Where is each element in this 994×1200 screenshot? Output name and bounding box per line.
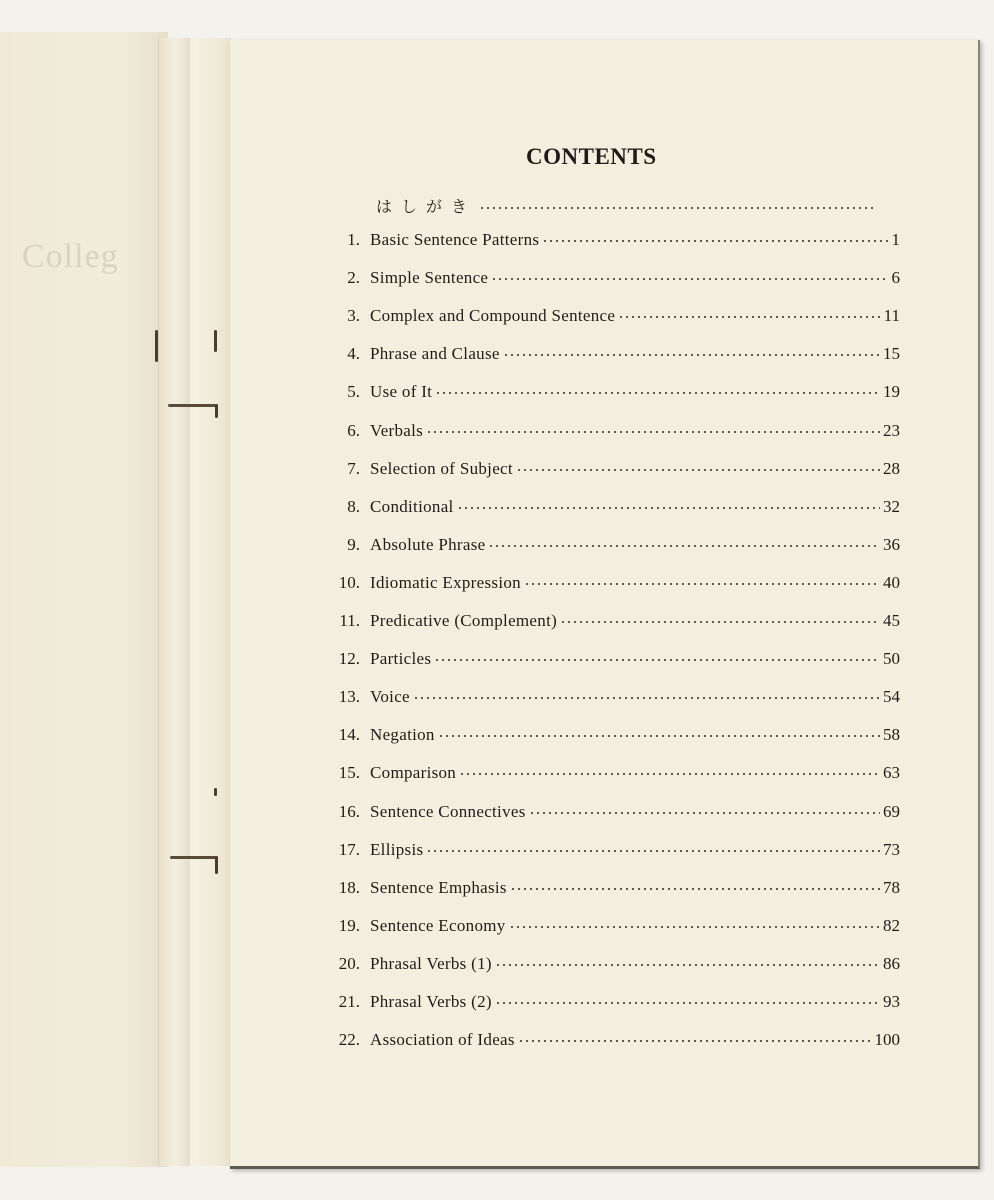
toc-dot-leader bbox=[426, 849, 880, 853]
toc-dot-leader bbox=[495, 963, 880, 967]
toc-entry-number: 16. bbox=[338, 802, 360, 821]
toc-entry-number: 19. bbox=[338, 916, 360, 935]
toc-entry-label: Simple Sentence bbox=[370, 268, 489, 287]
toc-entry-page-number: 73 bbox=[883, 840, 900, 859]
toc-dot-leader bbox=[618, 315, 880, 319]
toc-entry-row bbox=[318, 497, 900, 525]
toc-entry-row bbox=[318, 992, 900, 1020]
toc-entry-row bbox=[318, 954, 900, 982]
toc-entry-label: Use of It bbox=[370, 382, 433, 401]
toc-entry-page-number: 69 bbox=[883, 802, 900, 821]
toc-entry-number: 6. bbox=[347, 421, 360, 440]
toc-dot-leader bbox=[459, 772, 880, 776]
toc-entry-row bbox=[318, 916, 900, 944]
toc-dot-leader bbox=[491, 277, 888, 281]
toc-dot-leader bbox=[516, 468, 880, 472]
toc-entry-row bbox=[318, 725, 900, 753]
toc-entry-page-number: 50 bbox=[883, 649, 900, 668]
toc-entry-number: 5. bbox=[347, 382, 360, 401]
toc-entry-row bbox=[318, 802, 900, 830]
toc-entry-label: Verbals bbox=[370, 421, 424, 440]
toc-entry-row bbox=[318, 573, 900, 601]
toc-entry-page-number: 1 bbox=[891, 230, 900, 249]
toc-entry-number: 15. bbox=[338, 763, 360, 782]
toc-entry-page-number: 40 bbox=[883, 573, 900, 592]
toc-entry-label: Complex and Compound Sentence bbox=[370, 306, 616, 325]
toc-entry-label: Phrasal Verbs (1) bbox=[370, 954, 492, 973]
toc-entry-row bbox=[318, 763, 900, 791]
toc-entry-row bbox=[318, 459, 900, 487]
toc-entry-page-number: 45 bbox=[883, 611, 900, 630]
toc-dot-leader bbox=[503, 353, 880, 357]
toc-dot-leader bbox=[426, 430, 880, 434]
toc-entry-label: Association of Ideas bbox=[370, 1030, 515, 1049]
toc-dot-leader bbox=[488, 544, 880, 548]
toc-entry-label: Comparison bbox=[370, 763, 457, 782]
toc-entry-row bbox=[318, 421, 900, 449]
toc-entry-row bbox=[318, 306, 900, 334]
toc-entry-label: Negation bbox=[370, 725, 435, 744]
toc-entry-page-number: 93 bbox=[883, 992, 900, 1011]
toc-entry-page-number: 19 bbox=[883, 382, 900, 401]
toc-entry-row bbox=[318, 268, 900, 296]
toc-entry-number: 3. bbox=[347, 306, 360, 325]
toc-entry-label: Conditional bbox=[370, 497, 454, 516]
toc-entry-page-number: 23 bbox=[883, 421, 900, 440]
toc-entry-number: 20. bbox=[338, 954, 360, 973]
toc-entry-row bbox=[318, 230, 900, 258]
toc-entry-label: Absolute Phrase bbox=[370, 535, 486, 554]
toc-dot-leader bbox=[518, 1039, 872, 1043]
toc-entry-page-number: 63 bbox=[883, 763, 900, 782]
toc-dot-leader bbox=[529, 811, 880, 815]
toc-entry-page-number: 86 bbox=[883, 954, 900, 973]
toc-entry-page-number: 82 bbox=[883, 916, 900, 935]
toc-entry-label: Sentence Emphasis bbox=[370, 878, 507, 897]
toc-entry-number: 1. bbox=[347, 230, 360, 249]
toc-entry-page-number: 28 bbox=[883, 459, 900, 478]
toc-preface-label: はしがき bbox=[376, 199, 477, 216]
toc-entry-number: 2. bbox=[347, 268, 360, 287]
toc-dot-leader bbox=[438, 734, 880, 738]
toc-entry-label: Selection of Subject bbox=[370, 459, 513, 478]
toc-dot-leader bbox=[542, 239, 888, 243]
toc-entry-row bbox=[318, 611, 900, 639]
toc-entry-row bbox=[318, 344, 900, 372]
toc-entry-number: 8. bbox=[347, 497, 360, 516]
toc-entry-number: 9. bbox=[347, 535, 360, 554]
left-page-partial-title: Colleg bbox=[22, 238, 119, 275]
toc-entry-page-number: 11 bbox=[883, 306, 900, 325]
toc-entry-number: 10. bbox=[338, 573, 360, 592]
toc-dot-leader bbox=[509, 925, 880, 929]
toc-entry-page-number: 6 bbox=[891, 268, 900, 287]
toc-dot-leader bbox=[413, 696, 880, 700]
toc-entry-row bbox=[318, 878, 900, 906]
toc-entry-label: Predicative (Complement) bbox=[370, 611, 558, 630]
toc-entry-row bbox=[318, 382, 900, 410]
toc-entry-page-number: 54 bbox=[883, 687, 900, 706]
toc-dot-leader bbox=[560, 620, 880, 624]
toc-dot-leader bbox=[495, 1001, 880, 1005]
toc-dot-leader bbox=[435, 391, 880, 395]
toc-entry-row bbox=[318, 840, 900, 868]
toc-entry-page-number: 78 bbox=[883, 878, 900, 897]
toc-entry-number: 18. bbox=[338, 878, 360, 897]
toc-entry-number: 11. bbox=[339, 611, 360, 630]
toc-entry-page-number: 58 bbox=[883, 725, 900, 744]
toc-entry-number: 14. bbox=[338, 725, 360, 744]
toc-entry-page-number: 100 bbox=[874, 1030, 900, 1049]
toc-entry-label: Sentence Connectives bbox=[370, 802, 526, 821]
toc-entry-row bbox=[318, 687, 900, 715]
toc-entry-label: Sentence Economy bbox=[370, 916, 506, 935]
toc-entry-number: 4. bbox=[347, 344, 360, 363]
toc-entry-row bbox=[318, 535, 900, 563]
toc-dot-leader bbox=[434, 658, 880, 662]
toc-entry-label: Phrasal Verbs (2) bbox=[370, 992, 492, 1011]
page-title: CONTENTS bbox=[526, 144, 657, 169]
toc-entry-label: Particles bbox=[370, 649, 432, 668]
toc-entry-number: 22. bbox=[338, 1030, 360, 1049]
toc-entry-number: 17. bbox=[338, 840, 360, 859]
toc-entry-label: Idiomatic Expression bbox=[370, 573, 521, 592]
toc-entry-number: 7. bbox=[347, 459, 360, 478]
toc-entry-number: 13. bbox=[338, 687, 360, 706]
toc-entry-label: Phrase and Clause bbox=[370, 344, 500, 363]
toc-entry-page-number: 32 bbox=[883, 497, 900, 516]
toc-dot-leader bbox=[457, 506, 880, 510]
toc-entry-label: Voice bbox=[370, 687, 410, 706]
toc-entry-row bbox=[318, 1030, 900, 1058]
toc-entry-number: 12. bbox=[338, 649, 360, 668]
toc-preface-row bbox=[318, 194, 900, 222]
toc-dot-leader bbox=[524, 582, 880, 586]
toc-entry-number: 21. bbox=[338, 992, 360, 1011]
toc-entry-row bbox=[318, 649, 900, 677]
toc-entry-label: Basic Sentence Patterns bbox=[370, 230, 540, 249]
toc-entry-page-number: 15 bbox=[883, 344, 900, 363]
toc-dot-leader bbox=[479, 206, 873, 210]
toc-dot-leader bbox=[510, 887, 880, 891]
toc-entry-page-number: 36 bbox=[883, 535, 900, 554]
toc-entry-label: Ellipsis bbox=[370, 840, 424, 859]
